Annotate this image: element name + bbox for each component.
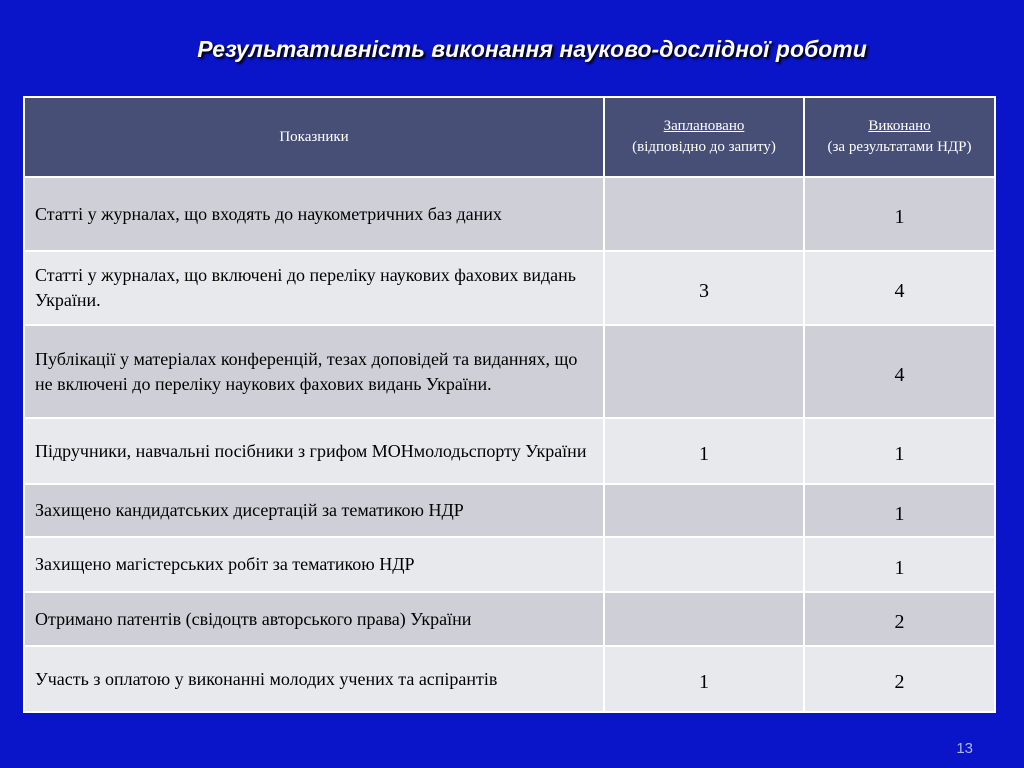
done-cell: 1 (804, 177, 995, 251)
planned-cell (604, 325, 804, 418)
done-cell: 1 (804, 418, 995, 484)
indicator-cell: Статті у журналах, що включені до переліку наукових фахових видань України. (24, 251, 604, 325)
indicator-cell: Участь з оплатою у виконанні молодих учених та аспірантів (24, 646, 604, 712)
table-row (24, 418, 995, 484)
table-row (24, 251, 995, 325)
indicator-cell: Статті у журналах, що входять до наукометричних баз даних (24, 177, 604, 251)
header-done (804, 97, 995, 177)
header-planned (604, 97, 804, 177)
header-done-subtitle: (за результатами НДР) (827, 139, 972, 155)
table-row (24, 177, 995, 251)
done-cell: 2 (804, 646, 995, 712)
results-table (23, 96, 996, 713)
indicator-cell: Публікації у матеріалах конференцій, тезах доповідей та виданнях, що не включені до переліку наукових фахових видань України. (24, 325, 604, 418)
planned-cell: 3 (604, 251, 804, 325)
table-row (24, 592, 995, 646)
planned-cell (604, 537, 804, 592)
table-row (24, 646, 995, 712)
header-done-title: Виконано (868, 118, 931, 134)
done-cell: 1 (804, 537, 995, 592)
header-indicators: Показники (24, 97, 604, 177)
planned-cell (604, 484, 804, 537)
done-cell: 4 (804, 251, 995, 325)
indicator-cell: Захищено кандидатських дисертацій за тематикою НДР (24, 484, 604, 537)
indicator-cell: Захищено магістерських робіт за тематикою НДР (24, 537, 604, 592)
header-planned-title: Заплановано (663, 118, 745, 134)
table-header-row (24, 97, 995, 177)
table-row (24, 484, 995, 537)
planned-cell: 1 (604, 418, 804, 484)
done-cell: 4 (804, 325, 995, 418)
done-cell: 1 (804, 484, 995, 537)
planned-cell (604, 592, 804, 646)
page-number: 13 (956, 740, 973, 757)
table-row (24, 537, 995, 592)
done-cell: 2 (804, 592, 995, 646)
indicator-cell: Отримано патентів (свідоцтв авторського права) України (24, 592, 604, 646)
table-row (24, 325, 995, 418)
slide-title: Результативність виконання науково-дослідної роботи (197, 36, 867, 62)
header-planned-subtitle: (відповідно до запиту) (632, 139, 776, 155)
indicator-cell: Підручники, навчальні посібники з грифом МОНмолодьспорту України (24, 418, 604, 484)
planned-cell (604, 177, 804, 251)
planned-cell: 1 (604, 646, 804, 712)
